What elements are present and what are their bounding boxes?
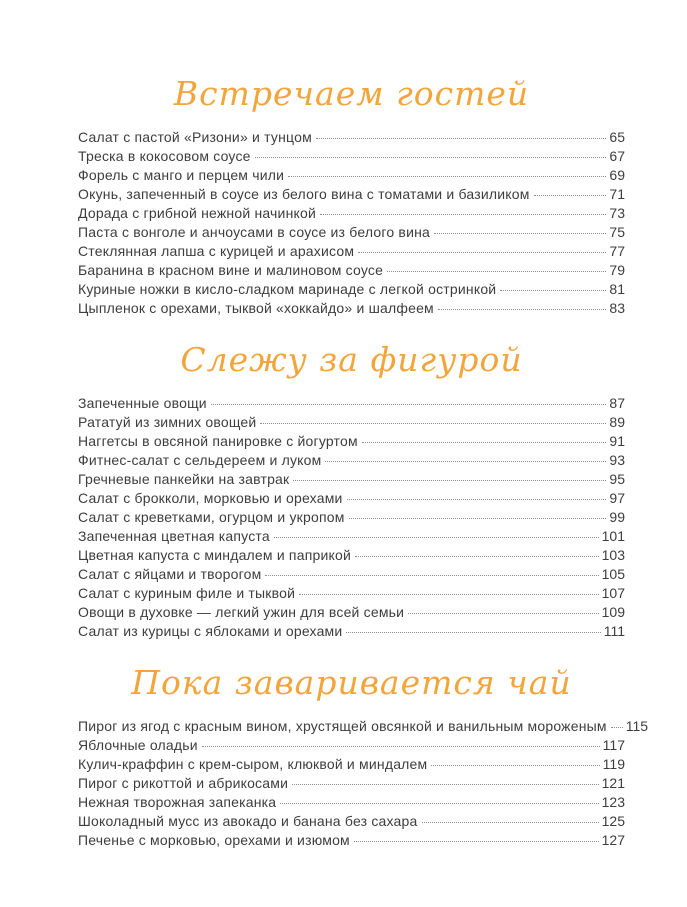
toc-row [78,205,625,224]
dot-leader [434,233,606,234]
dot-leader [534,195,607,196]
dot-leader [347,499,607,500]
dot-leader [354,841,599,842]
page-number: 127 [601,832,625,848]
recipe-title: Салат с куриным филе и тыквой [78,585,296,601]
toc-row [78,148,625,167]
toc-row [78,433,625,452]
recipe-title: Наггетсы в овсяной панировке с йогуртом [78,433,358,449]
recipe-title: Окунь, запеченный в соусе из белого вина с томатами и базиликом [78,186,530,202]
toc-row [78,794,625,813]
recipe-title: Треска в кокосовом соусе [78,148,251,164]
dot-leader [265,575,598,576]
recipe-title: Стеклянная лапша с курицей и арахисом [78,243,355,259]
recipe-title: Нежная творожная запеканка [78,794,277,810]
page-number: 119 [602,756,625,772]
dot-leader [422,822,599,823]
toc-row [78,604,625,623]
recipe-title: Шоколадный мусс из авокадо и банана без сахара [78,813,418,829]
dot-leader [387,271,606,272]
page-number: 109 [601,604,625,620]
recipe-title: Запеченная цветная капуста [78,528,270,544]
recipe-title: Печенье с морковью, орехами и изюмом [78,832,350,848]
page-number: 95 [609,471,625,487]
page-number: 73 [609,205,625,221]
toc-row [78,775,625,794]
toc-row [78,471,625,490]
page-number: 71 [609,186,625,202]
recipe-title: Салат с яйцами и творогом [78,566,262,582]
page-number: 75 [609,224,625,240]
dot-leader [293,480,606,481]
dot-leader [280,803,598,804]
page-number: 97 [609,490,625,506]
page-number: 87 [609,395,625,411]
page-number: 121 [601,775,625,791]
recipe-title: Цветная капуста с миндалем и паприкой [78,547,351,563]
dot-leader [438,309,607,310]
page-number: 65 [609,129,625,145]
dot-leader [255,157,607,158]
recipe-title: Куриные ножки в кисло-сладком маринаде с легкой остринкой [78,281,497,297]
page-number: 67 [609,148,625,164]
toc-row [78,300,625,319]
section-title: Пока заваривается чай [131,663,572,702]
toc-list [78,718,649,851]
toc-section [78,659,649,851]
dot-leader [292,784,599,785]
toc-row [78,585,625,604]
recipe-title: Салат с пастой «Ризони» и тунцом [78,129,312,145]
toc-sections-container [78,70,649,851]
recipe-title: Дорада с грибной нежной начинкой [78,205,316,221]
dot-leader [500,290,606,291]
page-number: 115 [625,718,649,734]
page-number: 123 [601,794,625,810]
toc-list [78,129,625,319]
recipe-title: Салат с брокколи, морковью и орехами [78,490,343,506]
toc-row [78,756,625,775]
toc-row [78,547,625,566]
page-number: 93 [609,452,625,468]
toc-row [78,813,625,832]
page-number: 81 [609,281,625,297]
dot-leader [325,461,606,462]
toc-row [78,224,625,243]
toc-row [78,452,625,471]
toc-row [78,243,625,262]
page-number: 77 [609,243,625,259]
dot-leader [355,556,599,557]
recipe-title: Кулич-краффин с крем-сыром, клюквой и миндалем [78,756,428,772]
toc-row [78,490,625,509]
recipe-title: Салат с креветками, огурцом и укропом [78,509,345,525]
dot-leader [320,214,606,215]
recipe-title: Пирог с рикоттой и абрикосами [78,775,289,791]
page-number: 79 [609,262,625,278]
section-title: Слежу за фигурой [180,340,523,379]
dot-leader [358,252,606,253]
dot-leader [202,746,600,747]
recipe-title: Паста с вонголе и анчоусами в соусе из белого вина [78,224,431,240]
toc-row [78,718,649,737]
toc-row [78,528,625,547]
dot-leader [288,176,606,177]
dot-leader [316,138,607,139]
dot-leader [299,594,599,595]
toc-row [78,832,625,851]
toc-section [78,70,625,319]
recipe-title: Гречневые панкейки на завтрак [78,471,290,487]
dot-leader [211,404,607,405]
toc-row [78,737,625,756]
toc-row [78,262,625,281]
page-number: 107 [601,585,625,601]
toc-row [78,509,625,528]
page-number: 103 [601,547,625,563]
toc-list [78,395,625,642]
toc-row [78,129,625,148]
dot-leader [611,727,623,728]
page-number: 83 [609,300,625,316]
recipe-title: Баранина в красном вине и малиновом соусе [78,262,384,278]
page-number: 105 [601,566,625,582]
toc-row [78,566,625,585]
page-number: 111 [603,623,625,639]
dot-leader [349,518,607,519]
toc-row [78,167,625,186]
recipe-title: Овощи в духовке — легкий ужин для всей семьи [78,604,405,620]
page-number: 125 [601,813,625,829]
recipe-title: Рататуй из зимних овощей [78,414,257,430]
page-number: 117 [602,737,625,753]
recipe-title: Яблочные оладьи [78,737,198,753]
toc-row [78,186,625,205]
page-number: 89 [609,414,625,430]
toc-row [78,395,625,414]
recipe-title: Цыпленок с орехами, тыквой «хоккайдо» и шалфеем [78,300,434,316]
dot-leader [408,613,598,614]
dot-leader [431,765,599,766]
toc-section [78,336,625,642]
toc-row [78,281,625,300]
recipe-title: Фитнес-салат с сельдереем и луком [78,452,322,468]
toc-row [78,414,625,433]
recipe-title: Запеченные овощи [78,395,207,411]
recipe-title: Пирог из ягод с красным вином, хрустящей овсянкой и ванильным мороженым [78,718,607,734]
page-number: 99 [609,509,625,525]
dot-leader [346,632,600,633]
recipe-title: Форель с манго и перцем чили [78,167,285,183]
recipe-title: Салат из курицы с яблоками и орехами [78,623,343,639]
dot-leader [362,442,607,443]
page-number: 101 [601,528,625,544]
dot-leader [274,537,599,538]
page-number: 69 [609,167,625,183]
dot-leader [260,423,606,424]
toc-row [78,623,625,642]
page-number: 91 [609,433,625,449]
section-title: Встречаем гостей [173,74,530,113]
